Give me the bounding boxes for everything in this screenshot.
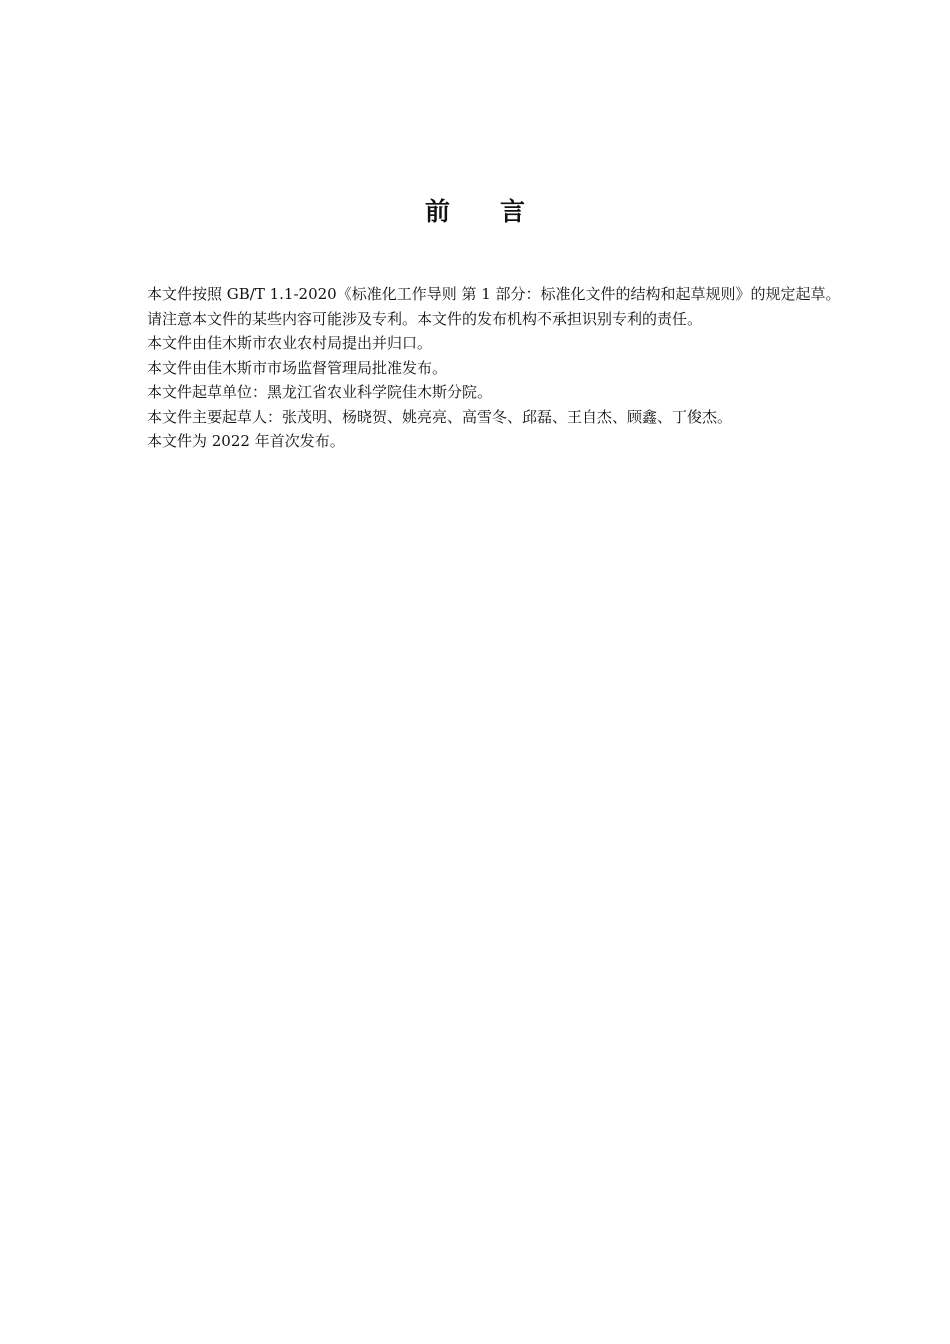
foreword-body [113,282,863,454]
paragraph-first-release: 本文件为 2022 年首次发布。 [147,432,345,450]
paragraph-drafting-unit: 本文件起草单位：黑龙江省农业科学院佳木斯分院。 [147,383,493,401]
paragraph-drafting-rules: 本文件按照 GB/T 1.1-2020《标准化工作导则 第 1 部分：标准化文件的结构和起草规则》的规定起草。 [147,285,841,303]
paragraph-approver: 本文件由佳木斯市市场监督管理局批准发布。 [147,358,448,377]
paragraph-proposer: 本文件由佳木斯市农业农村局提出并归口。 [147,334,433,352]
paragraph-patent-notice: 请注意本文件的某些内容可能涉及专利。本文件的发布机构不承担识别专利的责任。 [147,309,703,328]
paragraph-drafters: 本文件主要起草人：张茂明、杨晓贺、姚亮亮、高雪冬、邱磊、王自杰、顾鑫、丁俊杰。 [147,407,733,426]
page-title: 前言 [424,197,575,226]
